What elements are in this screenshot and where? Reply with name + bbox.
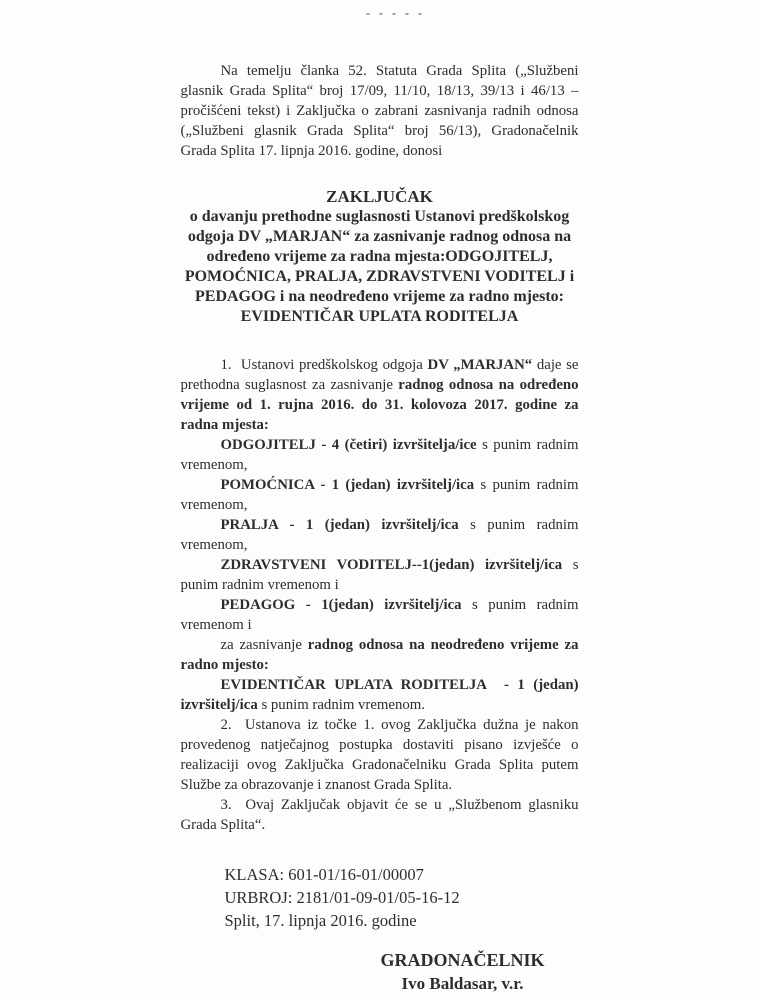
text-segment: s punim radnim vremenom. — [257, 697, 426, 713]
paragraph — [181, 435, 579, 475]
paragraph — [181, 515, 579, 555]
paragraph — [181, 595, 579, 635]
body-paragraphs — [181, 355, 579, 835]
reference-block — [181, 863, 579, 932]
text-segment: daje se prethodna suglasnost za zasnivanje — [180, 357, 579, 393]
bold-text-segment: PRALJA - 1 (jedan) izvršitelj/ica — [220, 517, 459, 533]
bold-text-segment: radnog odnosa na određeno vrijeme od 1. rujna 2016. do 31. kolovoza 2017. godine za radna mjesta: — [180, 377, 579, 433]
text-segment: s punim radnim vremenom, — [180, 437, 579, 473]
text-segment: s punim radnim vremenom, — [180, 477, 579, 513]
signature-name: Ivo Baldasar, v.r. — [401, 974, 524, 993]
paragraph — [181, 795, 579, 835]
intro-paragraph: Na temelju članka 52. Statuta Grada Splita („Službeni glasnik Grada Splita“ broj 17/09, 11/10, 18/13, 39/13 i 46/13 – pročišćeni tekst) i Zaključka o zabrani zasnivanja radnih odnosa („Službeni glasnik Grada Splita“ broj 56/13), Gradonačelnik Grada Splita 17. lipnja 2016. godine, donosi — [180, 63, 579, 159]
bold-text-segment: ODGOJITELJ - 4 (četiri) izvršitelja/ice — [220, 437, 477, 453]
place-date-line: Split, 17. lipnja 2016. godine — [224, 911, 417, 930]
paragraph — [181, 675, 579, 715]
bold-text-segment: POMOĆNICA - 1 (jedan) izvršitelj/ica — [220, 477, 475, 493]
paragraph — [181, 555, 579, 595]
document-title: ZAKLJUČAK — [326, 187, 433, 206]
text-segment: 2. Ustanova iz točke 1. ovog Zaključka dužna je nakon provedenog natječajnog postupka dostaviti pisano izvješće o realizaciji ovog Zaključka Gradonačelniku Grada Splita putem Službe za obrazovanje i znanost Grada Splita. — [180, 717, 579, 793]
bold-text-segment: DV „MARJAN“ — [427, 357, 533, 373]
document-body — [181, 61, 579, 996]
text-segment: za zasnivanje — [220, 637, 308, 653]
signature-block — [343, 948, 583, 996]
bold-text-segment: PEDAGOG - 1(jedan) izvršitelj/ica — [220, 597, 462, 613]
klasa-line: KLASA: 601-01/16-01/00007 — [224, 865, 424, 884]
bold-text-segment: EVIDENTIČAR UPLATA RODITELJA - 1 (jedan) izvršitelj/ica — [180, 677, 579, 713]
paragraph — [181, 355, 579, 435]
paragraph — [181, 715, 579, 795]
bold-text-segment: ZDRAVSTVENI VODITELJ--1(jedan) izvršitelj/ica — [220, 557, 563, 573]
text-segment: 1. Ustanovi predškolskog odgoja — [220, 357, 428, 373]
text-segment: 3. Ovaj Zaključak objavit će se u „Službenom glasniku Grada Splita“. — [180, 797, 579, 833]
urbroj-line: URBROJ: 2181/01-09-01/05-16-12 — [224, 888, 460, 907]
title-block — [181, 187, 579, 327]
paragraph — [181, 635, 579, 675]
page-separator: - - - - - — [366, 6, 425, 20]
bold-text-segment: radnog odnosa na neodređeno vrijeme za radno mjesto: — [180, 637, 579, 673]
text-segment: s punim radnim vremenom i — [180, 557, 579, 593]
paragraph — [181, 475, 579, 515]
signature-role: GRADONAČELNIK — [380, 950, 545, 970]
text-segment: s punim radnim vremenom, — [180, 517, 579, 553]
document-subtitle: o davanju prethodne suglasnosti Ustanovi predškolskog odgoja DV „MARJAN“ za zasnivanje radnog odnosa na određeno vrijeme za radna mjesta:ODGOJITELJ, POMOĆNICA, PRALJA, ZDRAVSTVENI VODITELJ i PEDAGOG i na neodređeno vrijeme za radno mjesto: EVIDENTIČAR UPLATA RODITELJA — [184, 208, 575, 325]
text-segment: s punim radnim vremenom i — [180, 597, 579, 633]
